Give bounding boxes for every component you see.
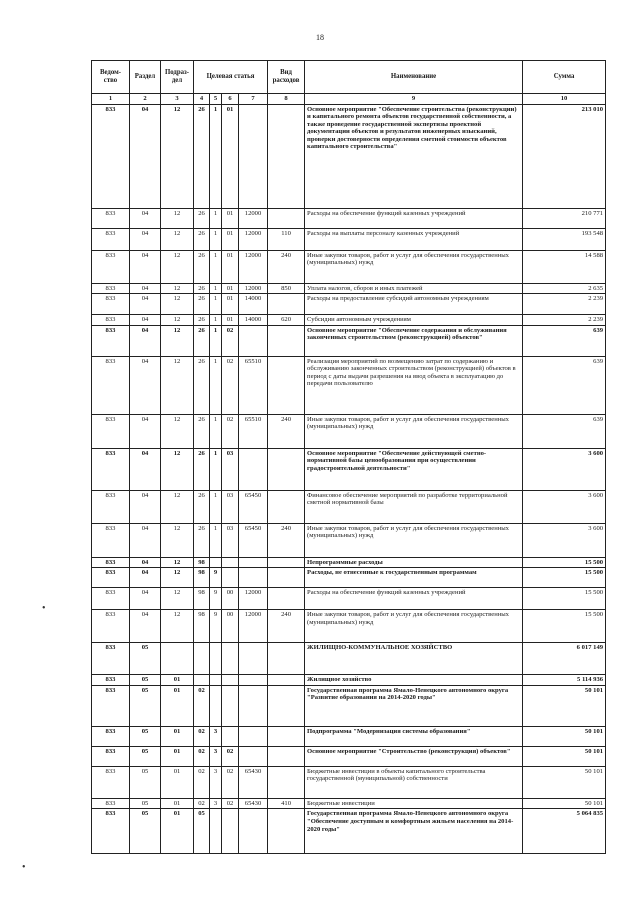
cell-subprogram: 9 <box>210 568 222 588</box>
cell-naimenovanie: Реализация мероприятий по возмещению затрат по содержанию и обслуживанию законченных строительством (реконструкцией) объектов в период с даты выдачи разрешения на ввод объекта в эксплуатацию до передачи пользователю <box>305 356 523 414</box>
cell-subprogram: 1 <box>210 315 222 326</box>
cell-event <box>222 643 239 675</box>
cell-summa: 3 600 <box>523 523 606 557</box>
cell-vid-rashodov <box>268 643 305 675</box>
cell-razdel: 04 <box>130 294 161 315</box>
cell-direction: 14000 <box>239 315 268 326</box>
cell-summa: 15 500 <box>523 557 606 568</box>
cell-subprogram <box>210 557 222 568</box>
cell-direction: 65450 <box>239 523 268 557</box>
cell-vedomstvo: 833 <box>92 766 130 798</box>
cell-subprogram: 3 <box>210 798 222 809</box>
cell-direction: 65510 <box>239 414 268 448</box>
cell-summa: 15 500 <box>523 588 606 610</box>
header-celevaya-statya: Целевая статья <box>194 61 268 94</box>
cell-summa: 5 114 936 <box>523 675 606 686</box>
cell-subprogram: 3 <box>210 726 222 746</box>
table-row <box>92 448 606 490</box>
cell-program: 26 <box>194 228 210 250</box>
cell-program: 26 <box>194 523 210 557</box>
cell-summa: 50 101 <box>523 766 606 798</box>
table-row <box>92 557 606 568</box>
cell-razdel: 04 <box>130 588 161 610</box>
cell-event: 02 <box>222 766 239 798</box>
cell-vid-rashodov <box>268 766 305 798</box>
cell-summa: 2 239 <box>523 294 606 315</box>
cell-direction <box>239 746 268 766</box>
cell-vedomstvo: 833 <box>92 568 130 588</box>
cell-podrazdel: 12 <box>161 610 194 643</box>
cell-subprogram: 1 <box>210 414 222 448</box>
header-naimenovanie: Наименование <box>305 61 523 94</box>
cell-summa: 639 <box>523 356 606 414</box>
cell-naimenovanie: Иные закупки товаров, работ и услуг для обеспечения государственных (муниципальных) нужд <box>305 523 523 557</box>
cell-naimenovanie: Бюджетные инвестиции <box>305 798 523 809</box>
cell-vid-rashodov <box>268 325 305 356</box>
cell-direction: 12000 <box>239 588 268 610</box>
cell-podrazdel: 12 <box>161 294 194 315</box>
cell-podrazdel: 12 <box>161 523 194 557</box>
cell-event: 01 <box>222 315 239 326</box>
cell-direction <box>239 726 268 746</box>
cell-naimenovanie: Уплата налогов, сборов и иных платежей <box>305 283 523 294</box>
cell-vid-rashodov <box>268 490 305 523</box>
cell-program: 26 <box>194 490 210 523</box>
cell-event: 02 <box>222 414 239 448</box>
cell-vedomstvo: 833 <box>92 588 130 610</box>
cell-subprogram: 1 <box>210 104 222 208</box>
cell-event <box>222 726 239 746</box>
cell-podrazdel: 01 <box>161 685 194 726</box>
cell-program: 26 <box>194 414 210 448</box>
header-podrazdel: Подраз-дел <box>161 61 194 94</box>
cell-vedomstvo: 833 <box>92 809 130 854</box>
table-row <box>92 294 606 315</box>
col-number: 8 <box>268 94 305 105</box>
cell-event <box>222 568 239 588</box>
cell-subprogram <box>210 685 222 726</box>
cell-summa: 50 101 <box>523 685 606 726</box>
cell-razdel: 05 <box>130 798 161 809</box>
table-row <box>92 315 606 326</box>
cell-razdel: 05 <box>130 809 161 854</box>
cell-subprogram: 9 <box>210 610 222 643</box>
cell-summa: 6 017 149 <box>523 643 606 675</box>
cell-subprogram: 1 <box>210 294 222 315</box>
header-vedomstvo: Ведом-ство <box>92 61 130 94</box>
cell-direction: 12000 <box>239 283 268 294</box>
table-row <box>92 414 606 448</box>
cell-direction <box>239 104 268 208</box>
cell-event: 03 <box>222 490 239 523</box>
cell-direction <box>239 809 268 854</box>
cell-razdel: 04 <box>130 523 161 557</box>
margin-dot-mark: • <box>42 603 46 614</box>
cell-vedomstvo: 833 <box>92 414 130 448</box>
cell-vid-rashodov <box>268 448 305 490</box>
cell-vedomstvo: 833 <box>92 746 130 766</box>
cell-program: 26 <box>194 104 210 208</box>
table-row <box>92 523 606 557</box>
cell-event <box>222 685 239 726</box>
table-row <box>92 588 606 610</box>
cell-subprogram: 3 <box>210 766 222 798</box>
table-row <box>92 490 606 523</box>
cell-event: 02 <box>222 356 239 414</box>
cell-razdel: 04 <box>130 104 161 208</box>
cell-direction: 12000 <box>239 250 268 283</box>
cell-program: 26 <box>194 315 210 326</box>
cell-vid-rashodov: 240 <box>268 610 305 643</box>
cell-program: 98 <box>194 588 210 610</box>
cell-subprogram <box>210 809 222 854</box>
cell-vedomstvo: 833 <box>92 675 130 686</box>
cell-naimenovanie: Расходы, не отнесенные к государственным программам <box>305 568 523 588</box>
cell-podrazdel: 12 <box>161 414 194 448</box>
cell-vid-rashodov <box>268 208 305 228</box>
table-row <box>92 250 606 283</box>
cell-program: 26 <box>194 208 210 228</box>
cell-razdel: 04 <box>130 557 161 568</box>
cell-direction <box>239 557 268 568</box>
table-row <box>92 685 606 726</box>
cell-podrazdel: 01 <box>161 766 194 798</box>
cell-subprogram: 1 <box>210 356 222 414</box>
cell-event: 03 <box>222 448 239 490</box>
cell-summa: 2 635 <box>523 283 606 294</box>
cell-vedomstvo: 833 <box>92 726 130 746</box>
cell-direction <box>239 675 268 686</box>
column-number-row <box>92 94 606 105</box>
cell-subprogram: 1 <box>210 208 222 228</box>
cell-direction: 12000 <box>239 228 268 250</box>
table-row <box>92 104 606 208</box>
page-number: 18 <box>316 33 324 42</box>
cell-direction <box>239 643 268 675</box>
cell-naimenovanie: Финансовое обеспечение мероприятий по разработке территориальной сметной нормативной базы <box>305 490 523 523</box>
cell-vedomstvo: 833 <box>92 283 130 294</box>
cell-naimenovanie: Основное мероприятие "Обеспечение действующей сметно-нормативной базы ценообразования при осуществлении градостроительной деятельности" <box>305 448 523 490</box>
cell-program: 26 <box>194 356 210 414</box>
cell-naimenovanie: Основное мероприятие "Строительство (реконструкция) объектов" <box>305 746 523 766</box>
cell-podrazdel: 12 <box>161 490 194 523</box>
table-row <box>92 283 606 294</box>
cell-vedomstvo: 833 <box>92 325 130 356</box>
cell-vedomstvo: 833 <box>92 356 130 414</box>
cell-event: 01 <box>222 228 239 250</box>
cell-event: 01 <box>222 283 239 294</box>
cell-naimenovanie: Государственная программа Ямало-Ненецкого автономного округа "Обеспечение доступным и комфортным жильем населения на 2014-2020 годы" <box>305 809 523 854</box>
header-summa: Сумма <box>523 61 606 94</box>
cell-program: 98 <box>194 557 210 568</box>
cell-program: 02 <box>194 766 210 798</box>
cell-summa: 15 500 <box>523 568 606 588</box>
cell-vedomstvo: 833 <box>92 104 130 208</box>
cell-naimenovanie: Субсидии автономным учреждениям <box>305 315 523 326</box>
cell-direction <box>239 568 268 588</box>
cell-summa: 5 064 835 <box>523 809 606 854</box>
col-number: 3 <box>161 94 194 105</box>
cell-vedomstvo: 833 <box>92 643 130 675</box>
cell-vid-rashodov <box>268 356 305 414</box>
cell-razdel: 04 <box>130 568 161 588</box>
cell-program: 26 <box>194 294 210 315</box>
cell-naimenovanie: Расходы на предоставление субсидий автономным учреждениям <box>305 294 523 315</box>
cell-podrazdel: 12 <box>161 588 194 610</box>
cell-program: 98 <box>194 568 210 588</box>
cell-subprogram <box>210 675 222 686</box>
cell-vid-rashodov: 110 <box>268 228 305 250</box>
cell-naimenovanie: Непрограммные расходы <box>305 557 523 568</box>
cell-event: 03 <box>222 523 239 557</box>
cell-subprogram: 9 <box>210 588 222 610</box>
cell-summa: 193 548 <box>523 228 606 250</box>
cell-summa: 3 600 <box>523 448 606 490</box>
cell-summa: 50 101 <box>523 746 606 766</box>
cell-subprogram: 1 <box>210 523 222 557</box>
cell-program <box>194 643 210 675</box>
cell-summa: 3 600 <box>523 490 606 523</box>
cell-program: 02 <box>194 746 210 766</box>
cell-podrazdel: 01 <box>161 809 194 854</box>
cell-subprogram: 1 <box>210 283 222 294</box>
cell-vid-rashodov <box>268 675 305 686</box>
table-row <box>92 208 606 228</box>
col-number: 10 <box>523 94 606 105</box>
table-row <box>92 726 606 746</box>
cell-summa: 15 500 <box>523 610 606 643</box>
cell-razdel: 05 <box>130 746 161 766</box>
cell-program <box>194 675 210 686</box>
table-row <box>92 228 606 250</box>
cell-razdel: 05 <box>130 726 161 746</box>
cell-vedomstvo: 833 <box>92 685 130 726</box>
cell-direction: 14000 <box>239 294 268 315</box>
cell-summa: 639 <box>523 325 606 356</box>
cell-vedomstvo: 833 <box>92 228 130 250</box>
col-number: 2 <box>130 94 161 105</box>
cell-podrazdel: 12 <box>161 228 194 250</box>
cell-naimenovanie: Расходы на обеспечение функций казенных учреждений <box>305 208 523 228</box>
cell-vid-rashodov: 850 <box>268 283 305 294</box>
cell-vid-rashodov <box>268 557 305 568</box>
cell-razdel: 04 <box>130 610 161 643</box>
cell-summa: 50 101 <box>523 726 606 746</box>
cell-program: 05 <box>194 809 210 854</box>
cell-vid-rashodov: 240 <box>268 250 305 283</box>
cell-vedomstvo: 833 <box>92 294 130 315</box>
budget-table <box>91 60 606 854</box>
cell-vid-rashodov <box>268 746 305 766</box>
cell-razdel: 04 <box>130 414 161 448</box>
table-row <box>92 809 606 854</box>
cell-program: 02 <box>194 798 210 809</box>
cell-vid-rashodov: 620 <box>268 315 305 326</box>
cell-vid-rashodov: 240 <box>268 414 305 448</box>
cell-podrazdel: 12 <box>161 557 194 568</box>
col-number: 4 <box>194 94 210 105</box>
col-number: 7 <box>239 94 268 105</box>
cell-naimenovanie: Государственная программа Ямало-Ненецкого автономного округа "Развитие образования на 2014-2020 годы" <box>305 685 523 726</box>
cell-program: 98 <box>194 610 210 643</box>
cell-vid-rashodov <box>268 294 305 315</box>
cell-vedomstvo: 833 <box>92 610 130 643</box>
cell-podrazdel: 12 <box>161 208 194 228</box>
cell-vid-rashodov <box>268 588 305 610</box>
cell-razdel: 04 <box>130 208 161 228</box>
cell-podrazdel: 01 <box>161 726 194 746</box>
cell-podrazdel: 01 <box>161 798 194 809</box>
cell-summa: 2 239 <box>523 315 606 326</box>
cell-naimenovanie: Основное мероприятие "Обеспечение содержания и обслуживания законченных строительством (реконструкцией) объектов" <box>305 325 523 356</box>
cell-subprogram: 1 <box>210 228 222 250</box>
cell-direction: 65430 <box>239 798 268 809</box>
cell-summa: 213 010 <box>523 104 606 208</box>
cell-vedomstvo: 833 <box>92 798 130 809</box>
cell-naimenovanie: Жилищное хозяйство <box>305 675 523 686</box>
cell-event: 02 <box>222 798 239 809</box>
table-row <box>92 325 606 356</box>
cell-vid-rashodov <box>268 568 305 588</box>
cell-podrazdel: 12 <box>161 568 194 588</box>
table-row <box>92 798 606 809</box>
cell-event: 01 <box>222 294 239 315</box>
cell-program: 02 <box>194 726 210 746</box>
table-row <box>92 766 606 798</box>
cell-event <box>222 809 239 854</box>
cell-vedomstvo: 833 <box>92 315 130 326</box>
table-body <box>92 104 606 854</box>
cell-direction: 12000 <box>239 208 268 228</box>
cell-vedomstvo: 833 <box>92 557 130 568</box>
cell-direction: 65450 <box>239 490 268 523</box>
cell-podrazdel: 12 <box>161 104 194 208</box>
cell-subprogram: 1 <box>210 250 222 283</box>
col-number: 1 <box>92 94 130 105</box>
cell-vedomstvo: 833 <box>92 490 130 523</box>
cell-direction: 12000 <box>239 610 268 643</box>
cell-program: 02 <box>194 685 210 726</box>
cell-event: 01 <box>222 104 239 208</box>
header-vid-rashodov: Вид расходов <box>268 61 305 94</box>
cell-subprogram: 3 <box>210 746 222 766</box>
cell-podrazdel <box>161 643 194 675</box>
cell-vid-rashodov <box>268 685 305 726</box>
margin-dot-mark: • <box>22 862 26 873</box>
cell-naimenovanie: Иные закупки товаров, работ и услуг для обеспечения государственных (муниципальных) нужд <box>305 414 523 448</box>
cell-razdel: 05 <box>130 643 161 675</box>
cell-event <box>222 557 239 568</box>
header-razdel: Раздел <box>130 61 161 94</box>
cell-vedomstvo: 833 <box>92 250 130 283</box>
cell-razdel: 04 <box>130 448 161 490</box>
cell-program: 26 <box>194 325 210 356</box>
cell-program: 26 <box>194 448 210 490</box>
cell-vedomstvo: 833 <box>92 448 130 490</box>
cell-subprogram: 1 <box>210 325 222 356</box>
cell-vid-rashodov: 410 <box>268 798 305 809</box>
cell-subprogram: 1 <box>210 448 222 490</box>
table-row <box>92 356 606 414</box>
cell-event: 01 <box>222 250 239 283</box>
cell-podrazdel: 12 <box>161 325 194 356</box>
cell-podrazdel: 01 <box>161 675 194 686</box>
cell-naimenovanie: Бюджетные инвестиции в объекты капитального строительства государственной (муниципальной) собственности <box>305 766 523 798</box>
cell-vid-rashodov: 240 <box>268 523 305 557</box>
cell-razdel: 04 <box>130 325 161 356</box>
col-number: 5 <box>210 94 222 105</box>
table-row <box>92 643 606 675</box>
cell-podrazdel: 12 <box>161 283 194 294</box>
cell-direction <box>239 448 268 490</box>
cell-program: 26 <box>194 250 210 283</box>
cell-razdel: 04 <box>130 250 161 283</box>
cell-naimenovanie: Иные закупки товаров, работ и услуг для обеспечения государственных (муниципальных) нужд <box>305 610 523 643</box>
table-row <box>92 568 606 588</box>
cell-summa: 14 588 <box>523 250 606 283</box>
cell-summa: 639 <box>523 414 606 448</box>
cell-razdel: 05 <box>130 685 161 726</box>
cell-event: 00 <box>222 610 239 643</box>
cell-razdel: 04 <box>130 315 161 326</box>
cell-naimenovanie: ЖИЛИЩНО-КОММУНАЛЬНОЕ ХОЗЯЙСТВО <box>305 643 523 675</box>
cell-direction: 65430 <box>239 766 268 798</box>
col-number: 9 <box>305 94 523 105</box>
cell-naimenovanie: Основное мероприятие "Обеспечение строительства (реконструкции) и капитального ремонта объектов государственной собственности, а также проведение государственной экспертизы проектной документации объектов и результатов инженерных изысканий, проверки достоверности определения сметной стоимости объектов капитального строительства" <box>305 104 523 208</box>
cell-event <box>222 675 239 686</box>
cell-summa: 210 771 <box>523 208 606 228</box>
col-number: 6 <box>222 94 239 105</box>
table-row <box>92 746 606 766</box>
cell-naimenovanie: Расходы на выплаты персоналу казенных учреждений <box>305 228 523 250</box>
cell-direction <box>239 685 268 726</box>
cell-program: 26 <box>194 283 210 294</box>
cell-event: 00 <box>222 588 239 610</box>
cell-vedomstvo: 833 <box>92 208 130 228</box>
cell-razdel: 04 <box>130 228 161 250</box>
cell-subprogram: 1 <box>210 490 222 523</box>
cell-razdel: 04 <box>130 490 161 523</box>
cell-vid-rashodov <box>268 726 305 746</box>
cell-razdel: 04 <box>130 356 161 414</box>
table-row <box>92 610 606 643</box>
cell-naimenovanie: Расходы на обеспечение функций казенных учреждений <box>305 588 523 610</box>
cell-event: 02 <box>222 746 239 766</box>
table-row <box>92 675 606 686</box>
cell-podrazdel: 12 <box>161 315 194 326</box>
cell-event: 02 <box>222 325 239 356</box>
cell-razdel: 05 <box>130 675 161 686</box>
cell-podrazdel: 12 <box>161 448 194 490</box>
cell-naimenovanie: Иные закупки товаров, работ и услуг для обеспечения государственных (муниципальных) нужд <box>305 250 523 283</box>
cell-podrazdel: 12 <box>161 356 194 414</box>
cell-vedomstvo: 833 <box>92 523 130 557</box>
cell-direction <box>239 325 268 356</box>
cell-podrazdel: 12 <box>161 250 194 283</box>
cell-vid-rashodov <box>268 104 305 208</box>
cell-event: 01 <box>222 208 239 228</box>
cell-naimenovanie: Подпрограмма "Модернизация системы образования" <box>305 726 523 746</box>
cell-summa: 50 101 <box>523 798 606 809</box>
cell-subprogram <box>210 643 222 675</box>
cell-razdel: 05 <box>130 766 161 798</box>
cell-direction: 65510 <box>239 356 268 414</box>
cell-vid-rashodov <box>268 809 305 854</box>
cell-razdel: 04 <box>130 283 161 294</box>
cell-podrazdel: 01 <box>161 746 194 766</box>
